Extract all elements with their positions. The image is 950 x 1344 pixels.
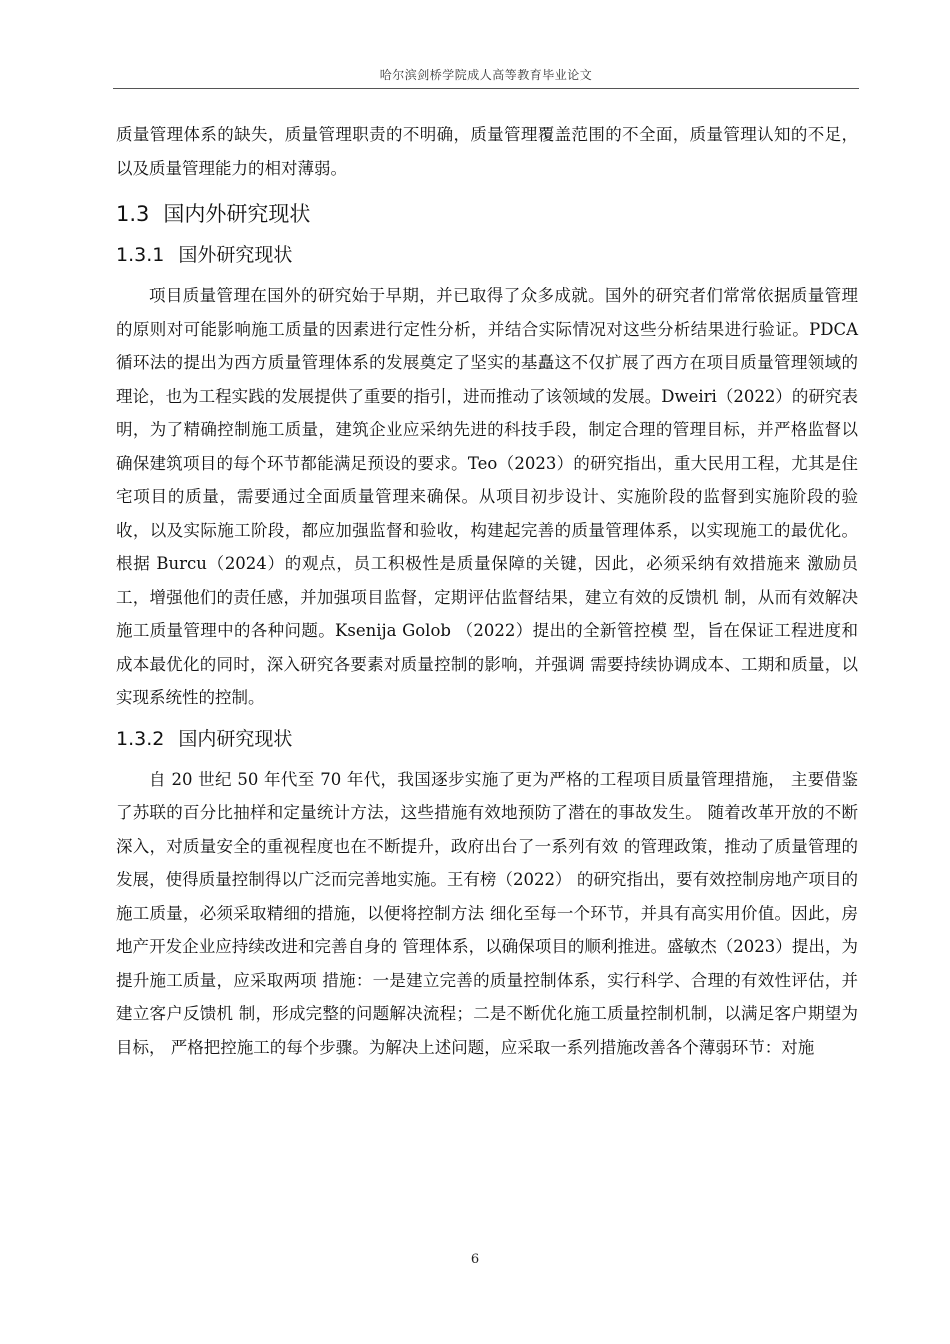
section-title: 国内外研究现状 [163, 202, 311, 226]
page-header: 哈尔滨剑桥学院成人高等教育毕业论文 [379, 68, 593, 82]
intro-paragraph: 质量管理体系的缺失，质量管理职责的不明确，质量管理覆盖范围的不全面，质量管理认知的不足，以及质量管理能力的相对薄弱。 [116, 125, 858, 178]
subsection-title: 国外研究现状 [178, 244, 293, 266]
subsection-title: 国内研究现状 [178, 727, 293, 750]
foreign-research-paragraph: 项目质量管理在国外的研究始于早期，并已取得了众多成就。国外的研究者们常常依据质量管理的原则对可能影响施工质量的因素进行定性分析，并结合实际情况对这些分析结果进行验证。PDCA 循环法的提出为西方质量管理体系的发展奠定了坚实的基矗这不仅扩展了西方在项目质量管理领域的理论，也为工程实践的发展提供了重要的指引，进而推动了该领域的发展。Dweiri（2022）的研究表明，为了精确控制施工质量，建筑企业应采纳先进的科技手段，制定合理的管理目标，并严格监督以确保建筑项目的每个环节都能满足预设的要求。Teo（2023）的研究指出，重大民用工程，尤其是住宅项目的质量，需要通过全面质量管理来确保。从项目初步设计、实施阶段的监督到实施阶段的验收，以及实际施工阶段，都应加强监督和验收，构建起完善的质量管理体系，以实现施工的最优化。根据 Burcu（2024）的观点，员工积极性是质量保障的关键，因此，必须采纳有效措施来 激励员工，增强他们的责任感，并加强项目监督，定期评估监督结果，建立有效的反馈机 制，从而有效解决施工质量管理中的各种问题。Ksenija Golob （2022）提出的全新管控模 型，旨在保证工程进度和成本最优化的同时，深入研究各要素对质量控制的影响，并强调 需要持续协调成本、工期和质量，以实现系统性的控制。 [116, 286, 858, 707]
section-heading-1-3 [116, 199, 858, 229]
page-body [116, 118, 858, 1064]
domestic-research-paragraph: 自 20 世纪 50 年代至 70 年代，我国逐步实施了更为严格的工程项目质量管理措施， 主要借鉴了苏联的百分比抽样和定量统计方法，这些措施有效地预防了潜在的事故发生。 随着改革开放的不断深入，对质量安全的重视程度也在不断提升，政府出台了一系列有效 的管理政策，推动了质量管理的发展，使得质量控制得以广泛而完善地实施。王有榜（2022） 的研究指出，要有效控制房地产项目的施工质量，必须采取精细的措施，以便将控制方法 细化至每一个环节，并具有高实用价值。因此，房地产开发企业应持续改进和完善自身的 管理体系，以确保项目的顺利推进。盛敏杰（2023）提出，为提升施工质量，应采取两项 措施：一是建立完善的质量控制体系，实行科学、合理的有效性评估，并建立客户反馈机 制，形成完整的问题解决流程；二是不断优化施工质量控制机制，以满足客户期望为目标， 严格把控施工的每个步骤。为解决上述问题，应采取一系列措施改善各个薄弱环节：对施 [116, 769, 858, 1057]
header-divider [113, 88, 859, 89]
section-number: 1.3 [116, 202, 150, 226]
page-number: 6 [470, 1252, 480, 1267]
subsection-number: 1.3.2 [116, 727, 165, 750]
section-heading-1-3-2 [116, 725, 858, 753]
subsection-number: 1.3.1 [116, 244, 165, 266]
section-heading-1-3-1 [116, 241, 858, 269]
